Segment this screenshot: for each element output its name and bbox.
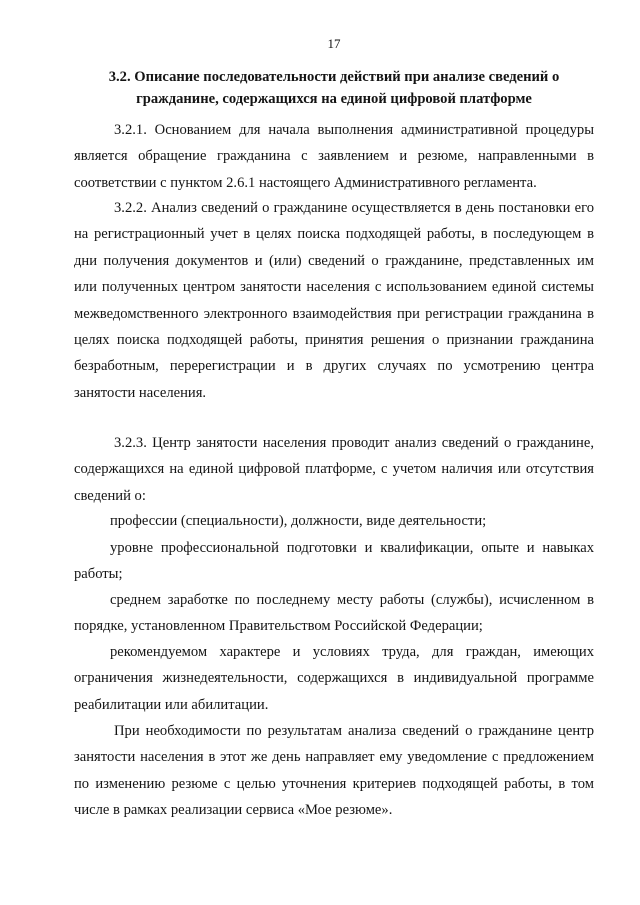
list-item-work-conditions: рекомендуемом характере и условиях труда, для граждан, имеющих ограничения жизнедеятельности, содержащихся в индивидуальной программе реабилитации или абилитации. [74,644,594,713]
page-number: 17 [327,36,341,51]
section-heading-line-2: гражданине, содержащихся на единой цифровой платформе [136,91,532,107]
list-item-qualification: уровне профессиональной подготовки и квалификации, опыте и навыках работы; [74,540,594,583]
section-heading-line-1: 3.2. Описание последовательности действий при анализе сведений о [108,69,560,85]
closing-paragraph: При необходимости по результатам анализа сведений о гражданине центр занятости населения в этот же день направляет ему уведомление с предложением по изменению резюме с целью уточнения критериев подходящей работы, в том числе в рамках реализации сервиса «Мое резюме». [74,723,594,819]
list-item-profession: профессии (специальности), должности, виде деятельности; [110,513,487,529]
section-heading [74,66,594,110]
paragraph-3-2-1: 3.2.1. Основанием для начала выполнения административной процедуры является обращение гражданина с заявлением и резюме, направленными в соответствии с пунктом 2.6.1 настоящего Административного регламента. [74,122,594,191]
list-item-salary: среднем заработке по последнему месту работы (службы), исчисленном в порядке, установленном Правительством Российской Федерации; [74,592,594,635]
paragraph-3-2-2: 3.2.2. Анализ сведений о гражданине осуществляется в день постановки его на регистрационный учет в целях поиска подходящей работы, в последующем в дни получения документов и (или) сведений о гражданине, представленных им или полученных центром занятости населения с использованием единой системы межведомственного электронного взаимодействия при регистрации гражданина в целях поиска подходящей работы, принятия решения о признании гражданина безработным, перерегистрации и в других случаях по усмотрению центра занятости населения. [74,200,594,401]
paragraph-3-2-3: 3.2.3. Центр занятости населения проводит анализ сведений о гражданине, содержащихся на единой цифровой платформе, с учетом наличия или отсутствия сведений о: [74,435,594,504]
